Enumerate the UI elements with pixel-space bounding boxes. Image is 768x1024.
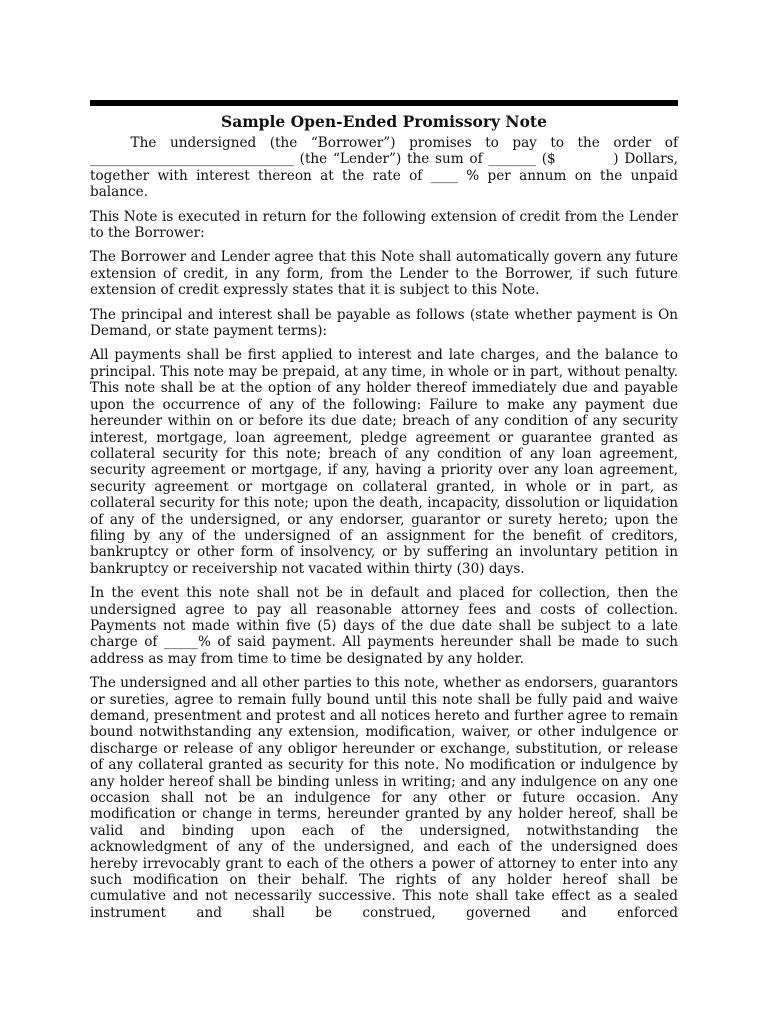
- document-page: [90, 112, 678, 929]
- header-rule: [90, 100, 678, 106]
- paragraph-extension-of-credit: This Note is executed in return for the following extension of credit from the Lender to the Borrower:: [90, 208, 678, 242]
- document-title: Sample Open-Ended Promissory Note: [221, 112, 547, 131]
- paragraph-collection: In the event this note shall not be in default and placed for collection, then the undersigned agree to pay all reasonable attorney fees and costs of collection. Payments not made within five (5) days of the due date shall be subject to a late charge of _____% of said payment. All payments hereunder shall be made to such address as may from time to time be designated by any holder.: [90, 585, 678, 667]
- paragraph-waiver: The undersigned and all other parties to this note, whether as endorsers, guarantors or sureties, agree to remain fully bound until this note shall be fully paid and waive demand, presentment and protest and all notices hereto and further agree to remain bound notwithstanding any extension, modification, waiver, or other indulgence or discharge or release of any obligor hereunder or exchange, substitution, or release of any collateral granted as security for this note. No modification or indulgence by any holder hereof shall be binding unless in writing; and any indulgence on any one occasion shall not be an indulgence for any other or future occasion. Any modification or change in terms, hereunder granted by any holder hereof, shall be valid and binding upon each of the undersigned, notwithstanding the acknowledgment of any of the undersigned, and each of the undersigned does hereby irrevocably grant to each of the others a power of attorney to enter into any such modification on their behalf. The rights of any holder hereof shall be cumulative and not necessarily successive. This note shall take effect as a sealed instrument and shall be construed, governed and enforced: [90, 675, 678, 921]
- paragraph-promise: The undersigned (the “Borrower”) promises to pay to the order of ______________________________ (the “Lender”) the sum of _______ ($ ) Dollars, together with interest thereon at the rate of ____ % per annum on the unpaid balance.: [90, 135, 678, 201]
- paragraph-default-conditions: All payments shall be first applied to interest and late charges, and the balance to principal. This note may be prepaid, at any time, in whole or in part, without penalty. This note shall be at the option of any holder thereof immediately due and payable upon the occurrence of any of the following: Failure to make any payment due hereunder within on or before its due date; breach of any condition of any security interest, mortgage, loan agreement, pledge agreement or guarantee granted as collateral security for this note; breach of any condition of any loan agreement, security agreement or mortgage, if any, having a priority over any loan agreement, security agreement or mortgage on collateral granted, in whole or in part, as collateral security for this note; upon the death, incapacity, dissolution or liquidation of any of the undersigned, or any endorser, guarantor or surety hereto; upon the filing by any of the undersigned of an assignment for the benefit of creditors, bankruptcy or other form of insolvency, or by suffering an involuntary petition in bankruptcy or receivership not vacated within thirty (30) days.: [90, 347, 678, 577]
- paragraph-payment-terms: The principal and interest shall be payable as follows (state whether payment is On Demand, or state payment terms):: [90, 306, 678, 340]
- paragraph-future-credit: The Borrower and Lender agree that this Note shall automatically govern any future extension of credit, in any form, from the Lender to the Borrower, if such future extension of credit expressly states that it is subject to this Note.: [90, 249, 678, 299]
